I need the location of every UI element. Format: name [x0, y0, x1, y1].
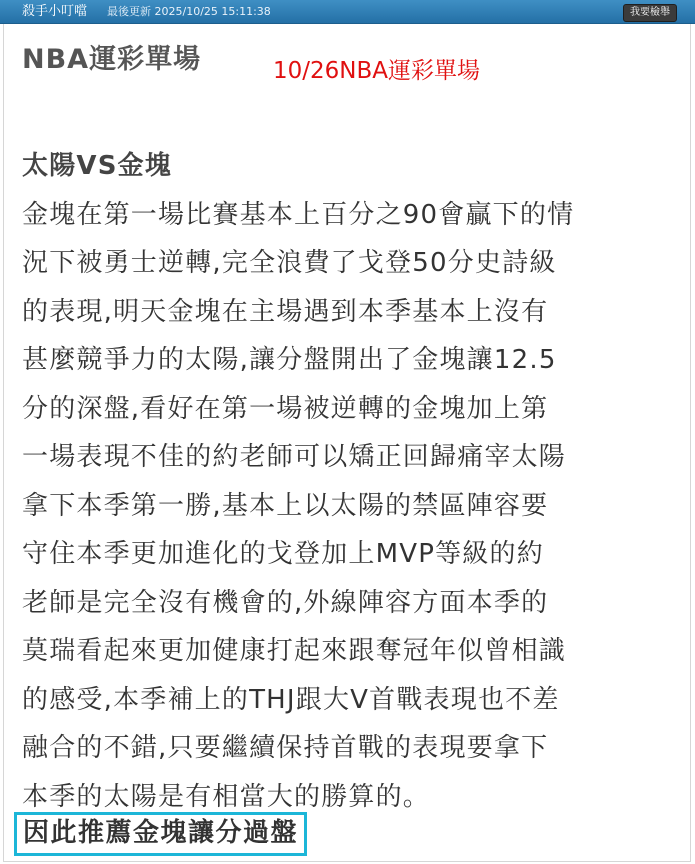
last-updated: 最後更新 2025/10/25 15:11:38: [107, 5, 271, 18]
body-line: 的感受,本季補上的THJ跟大V首戰表現也不差: [22, 684, 560, 715]
body-line: 拿下本季第一勝,基本上以太陽的禁區陣容要: [22, 490, 549, 521]
article-title: NBA運彩單場: [22, 44, 202, 75]
body-line: 老師是完全沒有機會的,外線陣容方面本季的: [22, 587, 549, 618]
body-line: 況下被勇士逆轉,完全浪費了戈登50分史詩級: [22, 248, 557, 278]
top-bar: [0, 0, 695, 24]
body-line: 金塊在第一場比賽基本上百分之90會贏下的情: [22, 199, 575, 230]
body-line: 守住本季更加進化的戈登加上MVP等級的約: [22, 539, 544, 569]
report-button[interactable]: 我要檢舉: [623, 4, 677, 22]
body-line: 甚麼競爭力的太陽,讓分盤開出了金塊讓12.5: [22, 345, 557, 375]
body-line: 的表現,明天金塊在主場遇到本季基本上沒有: [22, 296, 549, 327]
body-line: 莫瑞看起來更加健康打起來跟奪冠年似曾相識: [22, 636, 567, 666]
body-line: 一場表現不佳的約老師可以矯正回歸痛宰太陽: [22, 442, 567, 472]
author-name[interactable]: 殺手小叮噹: [22, 4, 88, 19]
matchup-heading: 太陽VS金塊: [22, 151, 173, 181]
article-body: [22, 142, 687, 821]
article-subtitle: 10/26NBA運彩單場: [273, 58, 480, 84]
body-line: 本季的太陽是有相當大的勝算的。: [22, 781, 431, 812]
recommendation-box: 因此推薦金塊讓分過盤: [14, 812, 307, 856]
body-line: 分的深盤,看好在第一場被逆轉的金塊加上第: [22, 393, 549, 424]
body-line: 融合的不錯,只要繼續保持首戰的表現要拿下: [22, 733, 549, 763]
